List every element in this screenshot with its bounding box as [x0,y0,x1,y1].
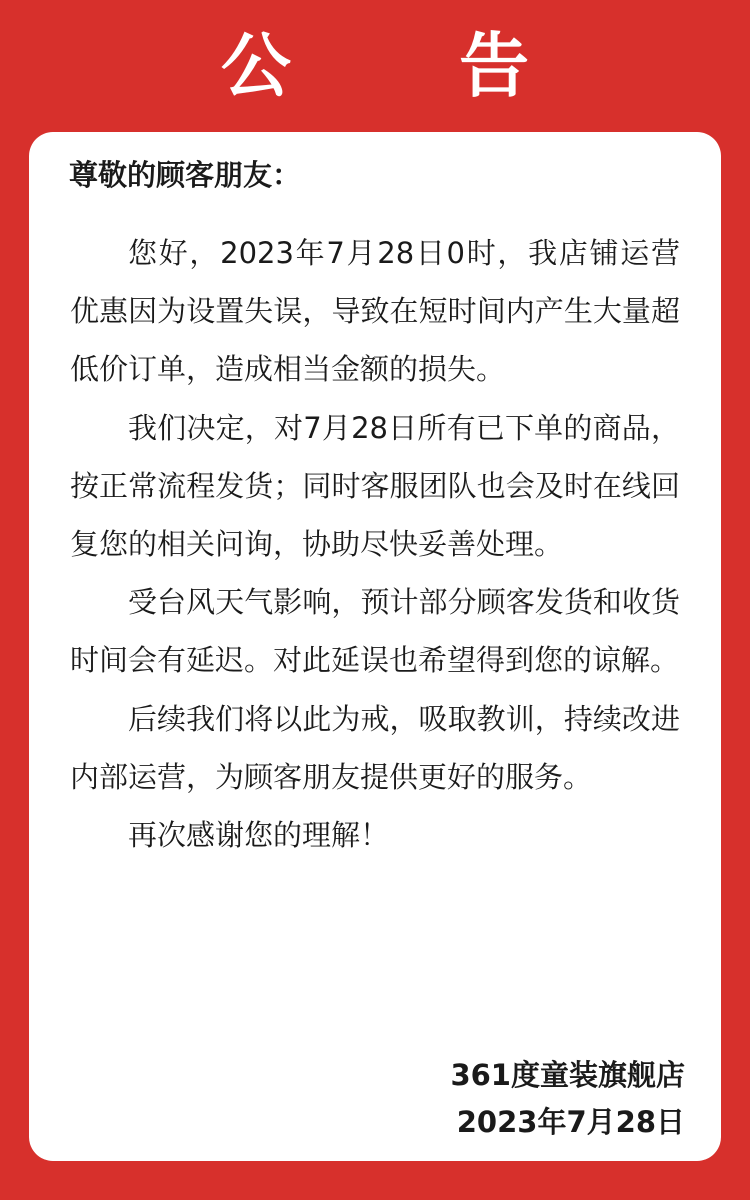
notice-title: 公 告 [220,25,602,107]
salutation: 尊敬的顾客朋友： [69,158,302,192]
paragraph: 您好，2023年7月28日0时，我店铺运营优惠因为设置失误，导致在短时间内产生大量超低价订单，造成相当金额的损失。 [70,236,680,387]
paragraph: 受台风天气影响，预计部分顾客发货和收货时间会有延迟。对此延误也希望得到您的谅解。 [70,585,680,678]
signature-date: 2023年7月28日 [456,1105,685,1139]
notice-card [29,132,721,1161]
signature [450,1052,685,1146]
paragraph: 后续我们将以此为戒，吸取教训，持续改进内部运营，为顾客朋友提供更好的服务。 [70,701,680,794]
paragraph: 我们决定，对7月28日所有已下单的商品，按正常流程发货；同时客服团队也会及时在线回复您的相关问询，协助尽快妥善处理。 [70,410,680,562]
notice-body [70,224,680,864]
signature-name: 361度童装旗舰店 [450,1058,685,1092]
paragraph: 再次感谢您的理解！ [128,818,390,853]
